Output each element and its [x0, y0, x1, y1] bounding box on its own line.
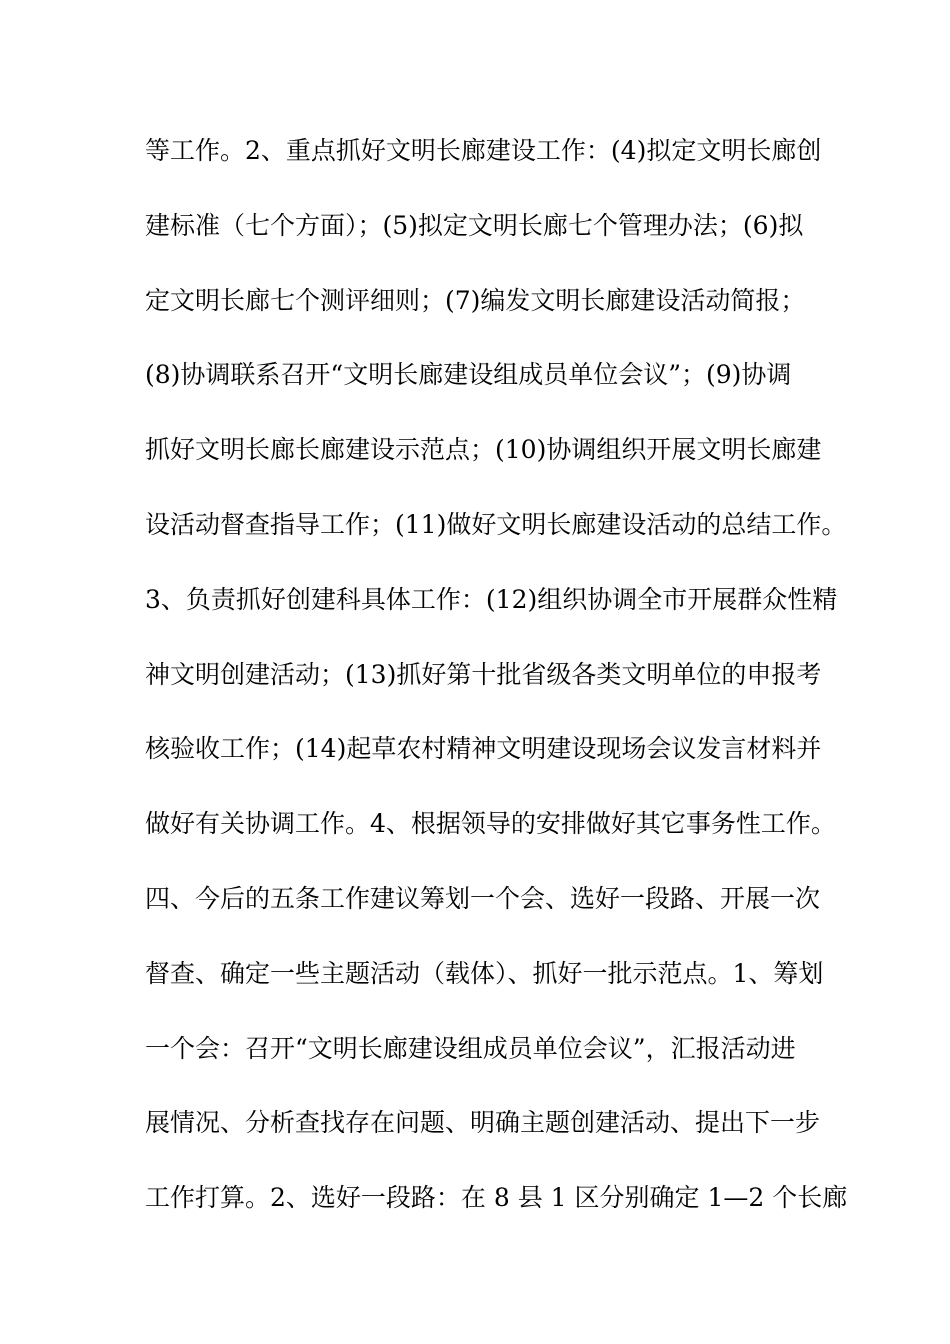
body-text	[145, 127, 848, 1249]
text-line-4: (8)协调联系召开“文明长廊建设组成员单位会议”；(9)协调	[145, 360, 792, 390]
text-line-10: 做好有关协调工作。4、根据领导的安排做好其它事务性工作。	[145, 809, 836, 839]
text-line-13: 一个会：召开“文明长廊建设组成员单位会议”，汇报活动进	[145, 1033, 796, 1063]
text-line-2: 建标准（七个方面）；(5)拟定文明长廊七个管理办法；(6)拟	[145, 210, 804, 240]
text-line-11: 四、今后的五条工作建议筹划一个会、选好一段路、开展一次	[145, 883, 821, 913]
text-line-7: 3、负责抓好创建科具体工作：(12)组织协调全市开展群众性精	[145, 584, 838, 614]
text-line-15: 工作打算。2、选好一段路：在 8 县 1 区分别确定 1—2 个长廊	[145, 1183, 848, 1213]
text-line-12: 督查、确定一些主题活动（载体）、抓好一批示范点。1、筹划	[145, 958, 824, 988]
text-line-5: 抓好文明长廊长廊建设示范点；(10)协调组织开展文明长廊建	[145, 435, 822, 465]
text-line-1: 等工作。2、重点抓好文明长廊建设工作：(4)拟定文明长廊创	[145, 136, 822, 165]
text-line-3: 定文明长廊七个测评细则；(7)编发文明长廊建设活动简报；	[145, 285, 806, 315]
text-line-6: 设活动督查指导工作；(11)做好文明长廊建设活动的总结工作。	[145, 509, 847, 539]
text-line-9: 核验收工作；(14)起草农村精神文明建设现场会议发言材料并	[145, 734, 822, 764]
text-line-8: 神文明创建活动；(13)抓好第十批省级各类文明单位的申报考	[145, 659, 822, 689]
text-line-14: 展情况、分析查找存在问题、明确主题创建活动、提出下一步	[145, 1108, 821, 1138]
